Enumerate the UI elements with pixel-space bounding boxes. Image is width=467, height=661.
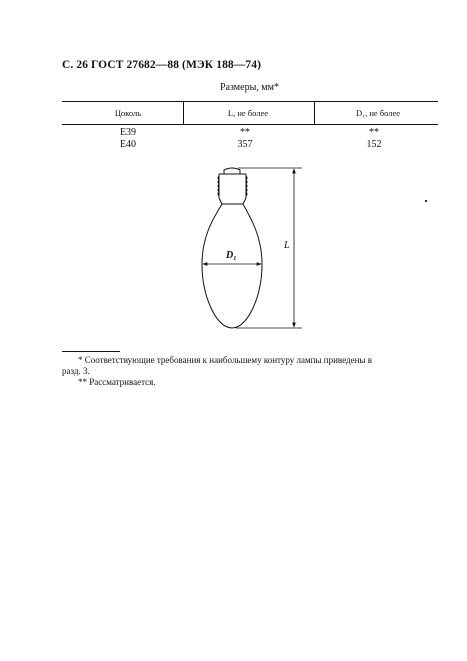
table-top-rule — [62, 101, 438, 102]
cell-length-row-1: ** — [240, 127, 250, 138]
lamp-drawing — [190, 160, 320, 335]
table-column-separator — [183, 101, 184, 124]
table-column-separator — [314, 101, 315, 124]
cell-diameter-row-1: ** — [369, 127, 379, 138]
cell-base-row-1: Е39 — [119, 127, 137, 138]
table-header-rule — [62, 124, 438, 125]
cell-length-row-2: 357 — [237, 139, 253, 150]
margin-mark — [425, 200, 427, 202]
dimension-l-label: L — [284, 240, 290, 251]
lamp-screw-base — [218, 168, 247, 204]
dimension-d1-label: D₁ — [226, 250, 237, 261]
cell-diameter-row-2: 152 — [366, 139, 382, 150]
header-length: L, не более — [227, 108, 269, 118]
lamp-bulb — [202, 204, 262, 328]
page-header: С. 26 ГОСТ 27682—88 (МЭК 188—74) — [62, 59, 261, 71]
table-caption: Размеры, мм* — [220, 82, 279, 93]
header-diameter: D₁, не более — [355, 108, 401, 118]
footnote-rule — [62, 351, 120, 352]
footnote-1: * Соответствующие требования к наибольшему контуру лампы приведены в — [78, 355, 372, 365]
header-base: Цоколь — [114, 108, 142, 118]
cell-base-row-2: Е40 — [119, 139, 137, 150]
footnote-2: ** Рассматривается. — [78, 377, 156, 387]
footnote-1-continuation: разд. 3. — [62, 366, 90, 376]
